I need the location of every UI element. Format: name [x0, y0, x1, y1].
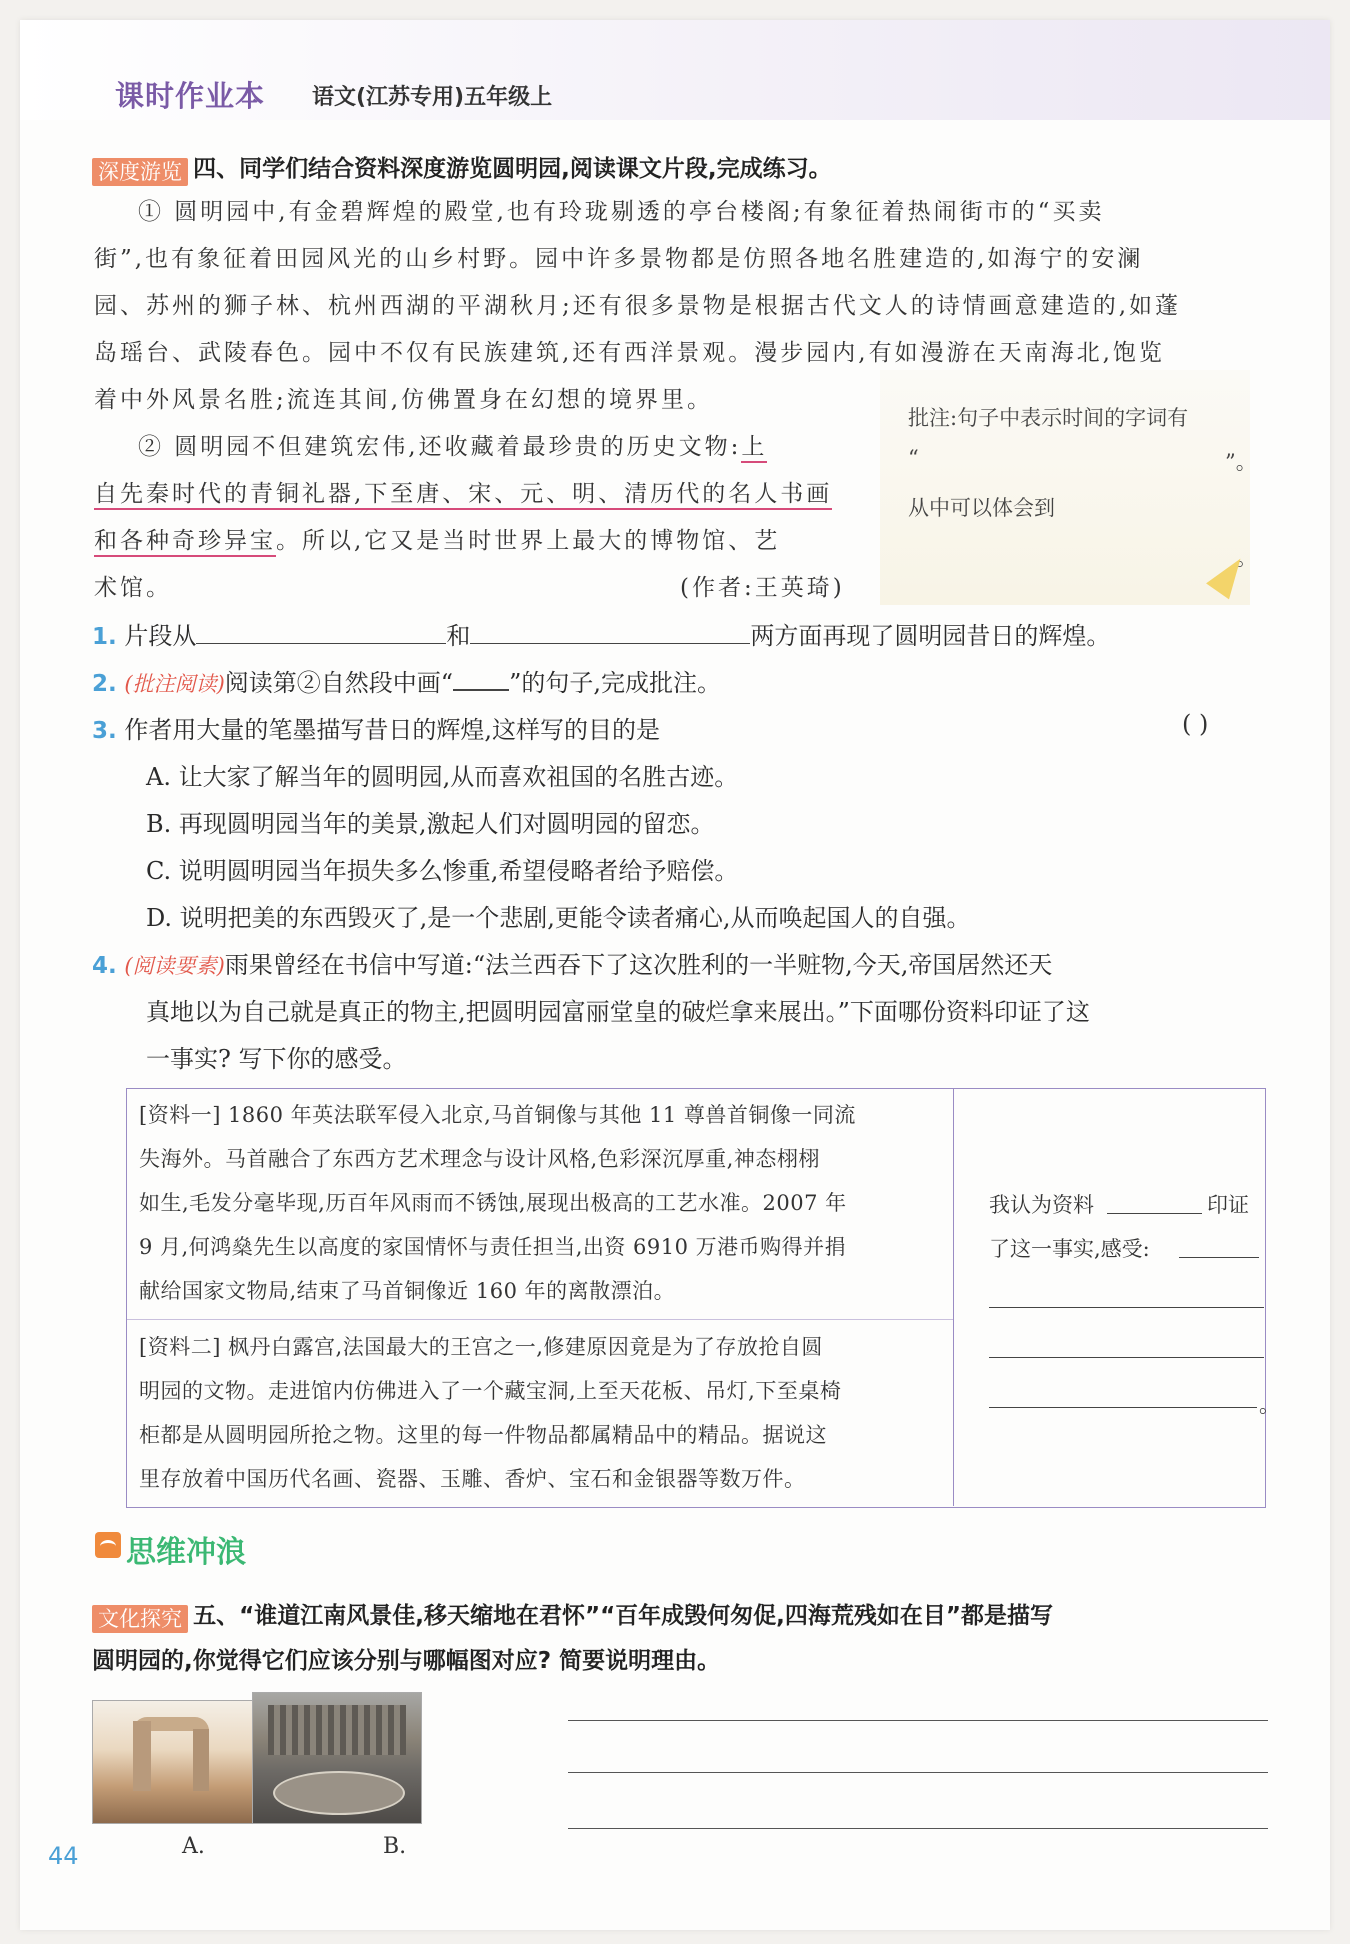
q1-text-c: 两方面再现了圆明园昔日的辉煌。 [750, 622, 1111, 650]
para2-underlined-start: 上 [741, 434, 767, 463]
note-open-quote: “ [908, 446, 919, 470]
q3-option-d[interactable]: D. 说明把美的东西毁灭了,是一个悲剧,更能令读者痛心,从而唤起国人的自强。 [146, 904, 971, 932]
section5-line-1: 五、“谁道江南风景佳,移天缩地在君怀”“百年成毁何匆促,四海荒残如在目”都是描写 [193, 1603, 1054, 1629]
section5-line-2: 圆明园的,你觉得它们应该分别与哪幅图对应? 简要说明理由。 [92, 1648, 721, 1674]
caption-a: A. [182, 1834, 205, 1859]
photo-a-ruins [92, 1700, 262, 1824]
answer-prompt-a: 我认为资料 [989, 1193, 1094, 1217]
para2-line-2 [94, 475, 832, 508]
material-2-line-4: 里存放着中国历代名画、瓷器、玉雕、香炉、宝石和金银器等数万件。 [139, 1467, 806, 1491]
materials-table [126, 1088, 1280, 1508]
q4-line-1: 雨果曾经在书信中写道:“法兰西吞下了这次胜利的一半赃物,今天,帝国居然还天 [224, 951, 1053, 979]
answer-prompt-b: 印证 [1207, 1193, 1249, 1217]
material-1-line-2: 失海外。马首融合了东西方艺术理念与设计风格,色彩深沉厚重,神态栩栩 [139, 1147, 820, 1171]
answer-blank-4[interactable] [989, 1407, 1257, 1408]
page-number: 44 [48, 1842, 79, 1870]
question-4 [92, 945, 1052, 980]
q2-text-b: ”的句子,完成批注。 [509, 669, 721, 697]
question-1 [92, 616, 1110, 651]
note-line-3: 从中可以体会到 [908, 496, 1055, 520]
para2-line-1 [138, 428, 767, 461]
q2-text-a: 阅读第②自然段中画“ [224, 669, 454, 697]
q3-answer-paren[interactable]: ( ) [1182, 710, 1209, 738]
ruins-pillar-left [133, 1721, 151, 1791]
q3-option-b[interactable]: B. 再现圆明园当年的美景,激起人们对圆明园的留恋。 [146, 810, 715, 838]
q3-number: 3. [92, 718, 117, 744]
section-wave-title: 思维冲浪 [126, 1535, 246, 1570]
material-2-line-1: [资料二] 枫丹白露宫,法国最大的王宫之一,修建原因竟是为了存放抢自圆 [139, 1335, 823, 1359]
para1-line-2: 街”,也有象征着田园风光的山乡村野。园中许多景物都是仿照各地名胜建造的,如海宁的安澜 [94, 246, 1144, 272]
para2-line-4: 术馆。 [94, 575, 172, 601]
answer-blank-1[interactable] [1179, 1257, 1259, 1258]
palace-fountain [273, 1771, 405, 1815]
answer-line-2[interactable] [568, 1772, 1268, 1773]
para2-underlined-middle: 自先秦时代的青铜礼器,下至唐、宋、元、明、清历代的名人书画 [94, 481, 832, 510]
q1-blank-2[interactable] [470, 621, 750, 644]
section4-heading [92, 150, 832, 186]
q1-text-a: 片段从 [124, 622, 197, 650]
material-1-cell [127, 1089, 953, 1320]
q4-line-3: 一事实? 写下你的感受。 [146, 1045, 407, 1073]
question-3 [92, 710, 660, 745]
q3-option-a[interactable]: A. 让大家了解当年的圆明园,从而喜欢祖国的名胜古迹。 [146, 763, 739, 791]
para1-line-5: 着中外风景名胜;流连其间,仿佛置身在幻想的境界里。 [94, 387, 714, 413]
q4-number: 4. [92, 953, 117, 979]
answer-end: 。 [1259, 1393, 1280, 1417]
q4-tag: (阅读要素) [124, 954, 225, 978]
q1-number: 1. [92, 624, 117, 650]
answer-material-blank[interactable] [1107, 1213, 1202, 1214]
author-credit: (作者:王英琦) [680, 575, 845, 601]
caption-b: B. [383, 1834, 407, 1859]
material-1-line-4: 9 月,何鸿燊先生以高度的家国情怀与责任担当,出资 6910 万港币购得并捐 [139, 1235, 847, 1259]
para1-line-3: 园、苏州的狮子林、杭州西湖的平湖秋月;还有很多景物是根据古代文人的诗情画意建造的,如蓬 [94, 293, 1182, 319]
note-close-quote: ”。 [1225, 450, 1257, 474]
material-1-line-5: 献给国家文物局,结束了马首铜像近 160 年的离散漂泊。 [139, 1279, 676, 1303]
brand-title: 课时作业本 [115, 79, 266, 113]
section4-tag: 深度游览 [92, 158, 188, 186]
section5-heading [92, 1597, 1053, 1633]
q2-tag: (批注阅读) [124, 672, 225, 696]
material-1-line-1: [资料一] 1860 年英法联军侵入北京,马首铜像与其他 11 尊兽首铜像一同流 [139, 1103, 856, 1127]
para1-line-4: 岛瑶台、武陵春色。园中不仅有民族建筑,还有西洋景观。漫步园内,有如漫游在天南海北,饱览 [94, 340, 1165, 366]
para1-line-1: ① 圆明园中,有金碧辉煌的殿堂,也有玲珑剔透的亭台楼阁;有象征着热闹街市的“买卖 [138, 199, 1105, 225]
material-1-line-3: 如生,毛发分毫毕现,历百年风雨而不锈蚀,展现出极高的工艺水准。2007 年 [139, 1191, 847, 1215]
para2-line-3 [94, 522, 780, 555]
photo-b-palace [252, 1692, 422, 1824]
answer-line-1[interactable] [568, 1720, 1268, 1721]
wave-icon [95, 1532, 121, 1558]
ruins-pillar-right [193, 1729, 209, 1791]
material-2-line-3: 柜都是从圆明园所抢之物。这里的每一件物品都属精品中的精品。据说这 [139, 1423, 827, 1447]
material-2-line-2: 明园的文物。走进馆内仿佛进入了一个藏宝洞,上至天花板、吊灯,下至桌椅 [139, 1379, 842, 1403]
palace-facade [268, 1705, 406, 1755]
section5-tag: 文化探究 [92, 1605, 188, 1633]
annotation-note [880, 370, 1257, 605]
para2-line-1-text: ② 圆明园不但建筑宏伟,还收藏着最珍贵的历史文物: [138, 434, 742, 460]
q2-underline-sample [453, 667, 509, 691]
q3-option-c[interactable]: C. 说明圆明园当年损失多么惨重,希望侵略者给予赔偿。 [146, 857, 739, 885]
para2-underlined-end: 和各种奇珍异宝 [94, 528, 276, 557]
question-2 [92, 663, 721, 698]
note-line-1: 批注:句子中表示时间的字词有 [908, 406, 1189, 430]
q1-blank-1[interactable] [196, 621, 446, 644]
q1-text-b: 和 [446, 622, 471, 650]
q3-text: 作者用大量的笔墨描写昔日的辉煌,这样写的目的是 [124, 716, 661, 744]
materials-column [127, 1089, 954, 1506]
section4-title: 四、同学们结合资料深度游览圆明园,阅读课文片段,完成练习。 [193, 156, 832, 182]
note-end: 。 [1236, 546, 1257, 570]
q2-number: 2. [92, 671, 117, 697]
book-subtitle: 语文(江苏专用)五年级上 [312, 85, 553, 110]
q4-line-2: 真地以为自己就是真正的物主,把圆明园富丽堂皇的破烂拿来展出。”下面哪份资料印证了这 [146, 998, 1090, 1026]
answer-blank-3[interactable] [989, 1357, 1264, 1358]
answer-line-3[interactable] [568, 1828, 1268, 1829]
answer-line-2: 了这一事实,感受: [989, 1237, 1150, 1261]
answer-blank-2[interactable] [989, 1307, 1264, 1308]
para2-line-3-text: 。所以,它又是当时世界上最大的博物馆、艺 [276, 528, 781, 554]
